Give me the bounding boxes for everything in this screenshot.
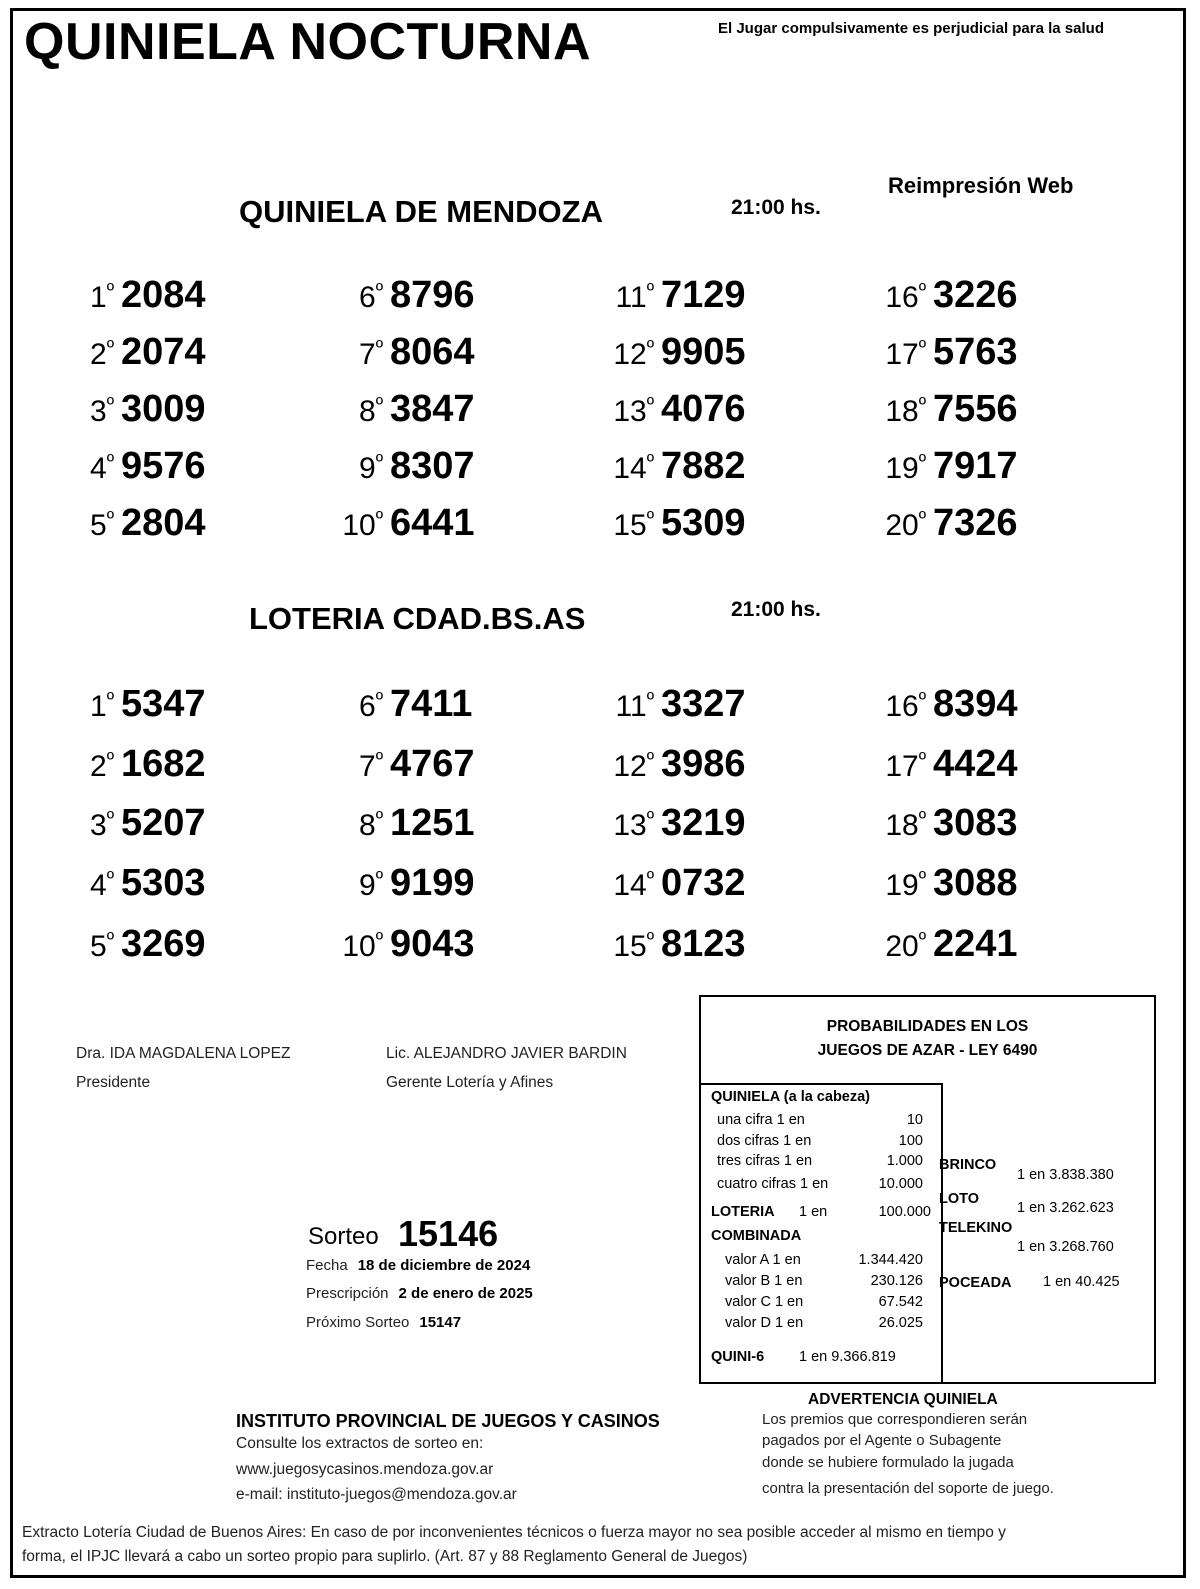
result-mendoza-5 — [60, 502, 206, 545]
result-position-number: 14 — [613, 869, 647, 902]
ordinal-mark: º — [106, 749, 114, 771]
result-number: 3986 — [661, 743, 746, 785]
institute-email: e-mail: instituto-juegos@mendoza.gov.ar — [236, 1486, 517, 1503]
ordinal-mark: º — [106, 394, 114, 416]
result-position — [600, 451, 654, 486]
result-position — [872, 868, 926, 903]
probabilities-box — [699, 995, 1156, 1384]
next-draw-label: Próximo Sorteo — [306, 1314, 410, 1331]
result-number: 3226 — [933, 274, 1018, 316]
ordinal-mark: º — [646, 868, 654, 890]
ordinal-mark: º — [375, 451, 383, 473]
bsas-section-title: LOTERIA CDAD.BS.AS — [249, 601, 586, 636]
result-position-number: 16 — [885, 281, 919, 314]
result-position — [872, 508, 926, 543]
result-position-number: 17 — [885, 750, 919, 783]
result-position-number: 19 — [885, 452, 919, 485]
result-number: 5309 — [661, 502, 746, 544]
result-number: 8796 — [390, 274, 475, 316]
result-number: 5347 — [121, 683, 206, 725]
result-position-number: 15 — [613, 509, 647, 542]
ordinal-mark: º — [375, 929, 383, 951]
quiniela-prob-label-3: tres cifras 1 en — [717, 1153, 813, 1169]
result-mendoza-11 — [600, 274, 746, 317]
result-position-number: 10 — [342, 509, 376, 542]
result-number: 6441 — [390, 502, 475, 544]
telekino-prob-value: 1 en 3.268.760 — [1017, 1239, 1114, 1255]
signature-2-name: Lic. ALEJANDRO JAVIER BARDIN — [386, 1045, 627, 1062]
result-position-number: 20 — [885, 509, 919, 542]
result-position — [872, 808, 926, 843]
result-mendoza-9 — [329, 445, 475, 488]
result-position-number: 6 — [359, 281, 376, 314]
probabilities-title-line2: JUEGOS DE AZAR - LEY 6490 — [817, 1042, 1038, 1059]
ordinal-mark: º — [106, 337, 114, 359]
result-bsas-18 — [872, 802, 1018, 845]
reprint-label: Reimpresión Web — [888, 173, 1074, 198]
bsas-draw-time: 21:00 hs. — [731, 598, 821, 621]
ordinal-mark: º — [918, 451, 926, 473]
result-position — [600, 808, 654, 843]
result-position-number: 18 — [885, 809, 919, 842]
result-number: 3327 — [661, 683, 746, 725]
result-position-number: 8 — [359, 395, 376, 428]
result-number: 3847 — [390, 388, 475, 430]
result-number: 2074 — [121, 331, 206, 373]
result-mendoza-19 — [872, 445, 1018, 488]
ordinal-mark: º — [646, 280, 654, 302]
result-bsas-19 — [872, 862, 1018, 905]
result-position — [60, 749, 114, 784]
result-position — [329, 337, 383, 372]
result-position — [329, 280, 383, 315]
result-mendoza-4 — [60, 445, 206, 488]
result-bsas-14 — [600, 862, 746, 905]
mendoza-section-title: QUINIELA DE MENDOZA — [239, 194, 603, 229]
result-position — [60, 451, 114, 486]
result-number: 3269 — [121, 923, 206, 965]
result-position-number: 5 — [90, 509, 107, 542]
institute-consult: Consulte los extractos de sorteo en: — [236, 1435, 484, 1452]
result-position-number: 18 — [885, 395, 919, 428]
result-bsas-9 — [329, 862, 475, 905]
result-position-number: 17 — [885, 338, 919, 371]
result-number: 0732 — [661, 862, 746, 904]
result-position-number: 1 — [90, 690, 107, 723]
combinada-prob-value-3: 67.542 — [878, 1294, 923, 1310]
result-position-number: 4 — [90, 452, 107, 485]
draw-prescription — [306, 1285, 533, 1302]
combinada-prob-label-1: valor A 1 en — [725, 1252, 801, 1268]
result-position — [329, 508, 383, 543]
result-mendoza-16 — [872, 274, 1018, 317]
combinada-prob-label-3: valor C 1 en — [725, 1294, 804, 1310]
result-position — [329, 868, 383, 903]
ordinal-mark: º — [918, 508, 926, 530]
combinada-prob-label-4: valor D 1 en — [725, 1315, 804, 1331]
result-position-number: 5 — [90, 930, 107, 963]
result-bsas-16 — [872, 683, 1018, 726]
result-position — [60, 337, 114, 372]
result-mendoza-18 — [872, 388, 1018, 431]
result-position-number: 12 — [613, 338, 647, 371]
result-bsas-12 — [600, 743, 746, 786]
result-position-number: 11 — [615, 690, 647, 723]
quiniela-prob-label-4: cuatro cifras 1 en — [717, 1176, 829, 1192]
telekino-prob-label: TELEKINO — [939, 1220, 1013, 1236]
draw-date — [306, 1257, 530, 1274]
ordinal-mark: º — [106, 808, 114, 830]
probabilities-title-line1: PROBABILIDADES EN LOS — [826, 1018, 1029, 1035]
ordinal-mark: º — [918, 929, 926, 951]
result-number: 1682 — [121, 743, 206, 785]
result-bsas-6 — [329, 683, 472, 726]
result-position — [872, 689, 926, 724]
result-mendoza-7 — [329, 331, 475, 374]
ordinal-mark: º — [646, 808, 654, 830]
result-position-number: 9 — [359, 452, 376, 485]
footer-line-2: forma, el IPJC llevará a cabo un sorteo propio para suplirlo. (Art. 87 y 88 Reglamento General de Juegos) — [22, 1548, 748, 1565]
result-number: 7917 — [933, 445, 1018, 487]
result-mendoza-20 — [872, 502, 1018, 545]
result-position — [60, 689, 114, 724]
ordinal-mark: º — [646, 508, 654, 530]
result-number: 1251 — [390, 802, 475, 844]
draw-date-value: 18 de diciembre de 2024 — [357, 1257, 531, 1274]
result-position — [329, 929, 383, 964]
result-position — [600, 868, 654, 903]
signature-2-role: Gerente Lotería y Afines — [386, 1074, 554, 1091]
result-position-number: 11 — [615, 281, 647, 314]
result-number: 7556 — [933, 388, 1018, 430]
result-position — [329, 749, 383, 784]
result-mendoza-13 — [600, 388, 746, 431]
advertencia-line-4: contra la presentación del soporte de juego. — [762, 1480, 1054, 1497]
combinada-prob-value-1: 1.344.420 — [858, 1252, 923, 1268]
result-number: 3088 — [933, 862, 1018, 904]
result-number: 5207 — [121, 802, 206, 844]
result-position — [872, 394, 926, 429]
result-number: 9199 — [390, 862, 475, 904]
result-mendoza-17 — [872, 331, 1018, 374]
loto-prob-label: LOTO — [939, 1191, 980, 1207]
result-number: 7326 — [933, 502, 1018, 544]
result-position-number: 9 — [359, 869, 376, 902]
result-position-number: 13 — [613, 395, 647, 428]
advertencia-line-2: pagados por el Agente o Subagente — [762, 1432, 1002, 1449]
signature-1-name: Dra. IDA MAGDALENA LOPEZ — [76, 1045, 291, 1062]
ordinal-mark: º — [106, 689, 114, 711]
result-position-number: 3 — [90, 395, 107, 428]
result-position-number: 8 — [359, 809, 376, 842]
result-position-number: 12 — [613, 750, 647, 783]
quini6-prob-value: 1 en 9.366.819 — [799, 1349, 896, 1365]
ordinal-mark: º — [106, 451, 114, 473]
result-position — [872, 749, 926, 784]
result-number: 4076 — [661, 388, 746, 430]
result-position-number: 7 — [359, 338, 376, 371]
ordinal-mark: º — [106, 929, 114, 951]
ordinal-mark: º — [375, 868, 383, 890]
result-number: 4424 — [933, 743, 1018, 785]
ordinal-mark: º — [646, 749, 654, 771]
ordinal-mark: º — [375, 749, 383, 771]
loteria-prob-en: 1 en — [799, 1204, 828, 1220]
result-number: 3083 — [933, 802, 1018, 844]
quiniela-prob-value-1: 10 — [906, 1112, 923, 1128]
result-bsas-4 — [60, 862, 206, 905]
result-mendoza-3 — [60, 388, 206, 431]
ordinal-mark: º — [918, 689, 926, 711]
ordinal-mark: º — [375, 508, 383, 530]
result-number: 2084 — [121, 274, 206, 316]
quiniela-prob-value-4: 10.000 — [878, 1176, 923, 1192]
result-position — [600, 280, 654, 315]
result-position — [872, 280, 926, 315]
draw-prescription-value: 2 de enero de 2025 — [398, 1285, 533, 1302]
result-position-number: 4 — [90, 869, 107, 902]
ordinal-mark: º — [918, 337, 926, 359]
result-position-number: 14 — [613, 452, 647, 485]
result-position — [329, 808, 383, 843]
ordinal-mark: º — [646, 451, 654, 473]
result-bsas-15 — [600, 923, 746, 966]
quiniela-prob-title: QUINIELA (a la cabeza) — [711, 1089, 871, 1105]
quini6-prob-label: QUINI-6 — [711, 1349, 765, 1365]
poceada-prob-label: POCEADA — [939, 1275, 1012, 1291]
brinco-prob-value: 1 en 3.838.380 — [1017, 1167, 1114, 1183]
result-number: 8394 — [933, 683, 1018, 725]
quiniela-prob-value-3: 1.000 — [886, 1153, 923, 1169]
result-number: 2241 — [933, 923, 1018, 965]
next-draw-value: 15147 — [419, 1314, 462, 1331]
ordinal-mark: º — [918, 749, 926, 771]
result-number: 7882 — [661, 445, 746, 487]
ordinal-mark: º — [646, 689, 654, 711]
combinada-prob-label-2: valor B 1 en — [725, 1273, 803, 1289]
draw-label: Sorteo — [308, 1223, 379, 1250]
poceada-prob-value: 1 en 40.425 — [1043, 1274, 1120, 1290]
result-number: 8064 — [390, 331, 475, 373]
result-number: 5303 — [121, 862, 206, 904]
health-warning: El Jugar compulsivamente es perjudicial para la salud — [718, 20, 1104, 37]
result-mendoza-1 — [60, 274, 206, 317]
quiniela-prob-label-2: dos cifras 1 en — [717, 1133, 812, 1149]
result-position — [872, 337, 926, 372]
result-position — [872, 451, 926, 486]
result-bsas-7 — [329, 743, 475, 786]
institute-website: www.juegosycasinos.mendoza.gov.ar — [236, 1461, 494, 1478]
footer-line-1: Extracto Lotería Ciudad de Buenos Aires: En caso de por inconvenientes técnicos o fuerza mayor no sea posible acceder al mismo en tiempo y — [22, 1524, 1006, 1541]
ordinal-mark: º — [375, 337, 383, 359]
result-mendoza-10 — [329, 502, 475, 545]
mendoza-draw-time: 21:00 hs. — [731, 196, 821, 219]
result-position — [60, 394, 114, 429]
result-position — [600, 689, 654, 724]
result-position — [60, 868, 114, 903]
combinada-prob-value-2: 230.126 — [870, 1273, 923, 1289]
result-position-number: 6 — [359, 690, 376, 723]
result-number: 2804 — [121, 502, 206, 544]
result-number: 7129 — [661, 274, 746, 316]
result-position-number: 13 — [613, 809, 647, 842]
draw-prescription-label: Prescripción — [306, 1285, 389, 1302]
ordinal-mark: º — [646, 929, 654, 951]
result-bsas-20 — [872, 923, 1018, 966]
result-position-number: 3 — [90, 809, 107, 842]
result-number: 3219 — [661, 802, 746, 844]
result-bsas-13 — [600, 802, 746, 845]
result-number: 8123 — [661, 923, 746, 965]
ordinal-mark: º — [918, 394, 926, 416]
result-bsas-3 — [60, 802, 206, 845]
result-mendoza-8 — [329, 388, 475, 431]
result-number: 9905 — [661, 331, 746, 373]
result-bsas-11 — [600, 683, 746, 726]
ordinal-mark: º — [375, 808, 383, 830]
result-position — [60, 280, 114, 315]
result-number: 9576 — [121, 445, 206, 487]
result-position-number: 19 — [885, 869, 919, 902]
advertencia-line-1: Los premios que correspondieren serán — [762, 1411, 1028, 1428]
advertencia-title: ADVERTENCIA QUINIELA — [808, 1391, 998, 1408]
result-position — [60, 929, 114, 964]
probabilities-title — [701, 1015, 1154, 1063]
result-position — [600, 394, 654, 429]
result-position-number: 7 — [359, 750, 376, 783]
signature-1-role: Presidente — [76, 1074, 151, 1091]
result-position-number: 1 — [90, 281, 107, 314]
combinada-prob-title: COMBINADA — [711, 1228, 802, 1244]
result-bsas-10 — [329, 923, 475, 966]
ordinal-mark: º — [106, 508, 114, 530]
result-position — [60, 808, 114, 843]
result-position-number: 10 — [342, 930, 376, 963]
result-position — [600, 929, 654, 964]
ordinal-mark: º — [646, 337, 654, 359]
ordinal-mark: º — [918, 808, 926, 830]
result-position — [600, 749, 654, 784]
result-number: 3009 — [121, 388, 206, 430]
result-position-number: 20 — [885, 930, 919, 963]
loto-prob-value: 1 en 3.262.623 — [1017, 1200, 1114, 1216]
result-mendoza-2 — [60, 331, 206, 374]
result-number: 5763 — [933, 331, 1018, 373]
result-mendoza-12 — [600, 331, 746, 374]
result-bsas-17 — [872, 743, 1018, 786]
ordinal-mark: º — [375, 689, 383, 711]
result-bsas-5 — [60, 923, 206, 966]
result-number: 4767 — [390, 743, 475, 785]
quiniela-prob-value-2: 100 — [898, 1133, 923, 1149]
draw-date-label: Fecha — [306, 1257, 348, 1274]
result-position — [600, 337, 654, 372]
ordinal-mark: º — [918, 280, 926, 302]
loteria-prob-value: 100.000 — [878, 1204, 931, 1220]
result-bsas-1 — [60, 683, 206, 726]
brinco-prob-label: BRINCO — [939, 1157, 997, 1173]
result-position — [329, 394, 383, 429]
result-mendoza-6 — [329, 274, 475, 317]
advertencia-line-3: donde se hubiere formulado la jugada — [762, 1454, 1014, 1471]
loteria-prob-label: LOTERIA — [711, 1204, 775, 1220]
result-number: 9043 — [390, 923, 475, 965]
result-position — [872, 929, 926, 964]
result-position — [60, 508, 114, 543]
combinada-prob-value-4: 26.025 — [878, 1315, 923, 1331]
institute-name: INSTITUTO PROVINCIAL DE JUEGOS Y CASINOS — [236, 1411, 660, 1431]
result-number: 8307 — [390, 445, 475, 487]
ordinal-mark: º — [375, 394, 383, 416]
result-position-number: 15 — [613, 930, 647, 963]
page-title: QUINIELA NOCTURNA — [24, 13, 591, 71]
draw-number: 15146 — [398, 1213, 499, 1254]
result-position — [329, 451, 383, 486]
ordinal-mark: º — [106, 868, 114, 890]
result-bsas-2 — [60, 743, 206, 786]
result-mendoza-15 — [600, 502, 746, 545]
ordinal-mark: º — [106, 280, 114, 302]
result-mendoza-14 — [600, 445, 746, 488]
quiniela-prob-label-1: una cifra 1 en — [717, 1112, 805, 1128]
result-position — [329, 689, 383, 724]
result-number: 7411 — [390, 683, 473, 725]
result-bsas-8 — [329, 802, 475, 845]
ordinal-mark: º — [918, 868, 926, 890]
result-position-number: 2 — [90, 750, 107, 783]
result-position-number: 2 — [90, 338, 107, 371]
next-draw — [306, 1314, 461, 1331]
ordinal-mark: º — [646, 394, 654, 416]
result-position — [600, 508, 654, 543]
result-position-number: 16 — [885, 690, 919, 723]
ordinal-mark: º — [375, 280, 383, 302]
